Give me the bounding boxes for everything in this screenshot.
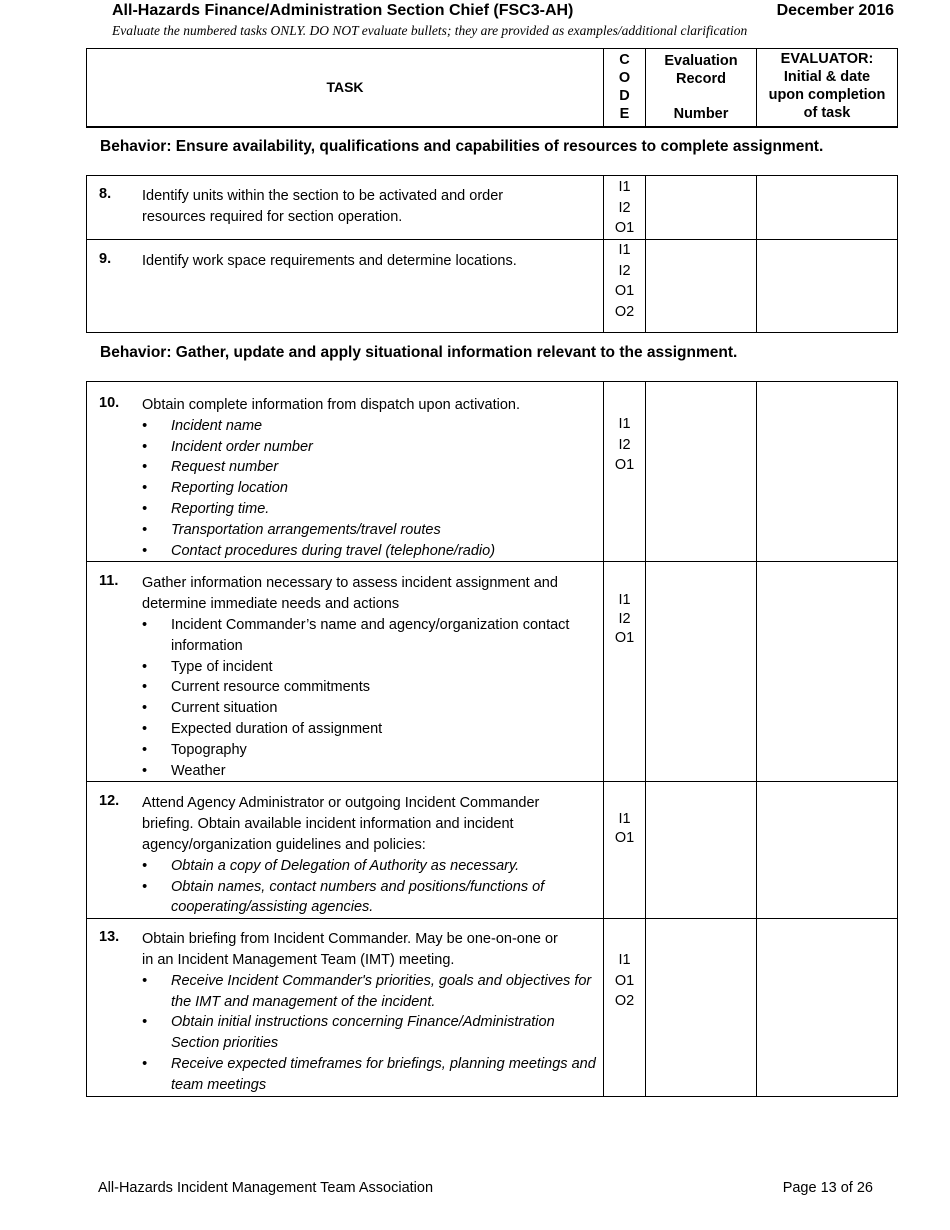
task-number: 11.: [99, 573, 119, 590]
document-title: All-Hazards Finance/Administration Section Chief (FSC3-AH): [112, 2, 574, 19]
evaluator-initial-cell[interactable]: [757, 240, 898, 333]
bullet-item: • Contact procedures during travel (telephone/radio): [142, 541, 599, 562]
task-codes: [604, 176, 646, 240]
bullet-list: [142, 856, 599, 918]
code-letter: E: [619, 106, 630, 122]
code: O2: [614, 303, 635, 320]
task-text-line: agency/organization guidelines and policies:: [142, 836, 426, 853]
code: O1: [614, 972, 635, 989]
evaluator-header-line: upon completion: [768, 87, 886, 103]
bullet-item: • Topography: [142, 740, 599, 761]
evaluator-initial-cell[interactable]: [757, 782, 898, 919]
evaluator-initial-cell[interactable]: [757, 176, 898, 240]
code-letter: D: [619, 88, 630, 104]
task-codes: [604, 562, 646, 782]
code: I2: [618, 199, 631, 216]
evaluation-record-cell[interactable]: [646, 176, 757, 240]
bullet-item: • Obtain names, contact numbers and positions/functions of cooperating/assisting agencies.: [142, 877, 599, 919]
bullet-item: • Incident name: [142, 416, 599, 437]
code-letter: O: [618, 70, 631, 86]
task-text-line: Identify work space requirements and determine locations.: [142, 253, 517, 269]
evaluation-record-column-header: [646, 49, 757, 127]
task-row: [87, 562, 898, 782]
task-text-line: Obtain complete information from dispatch upon activation.: [142, 397, 521, 413]
task-row: [87, 919, 898, 1096]
task-row: [87, 782, 898, 919]
code: I1: [618, 242, 631, 258]
task-number: 12.: [99, 793, 120, 810]
bullet-item: • Obtain a copy of Delegation of Authority as necessary.: [142, 856, 599, 877]
bullet-item: • Incident order number: [142, 437, 599, 458]
task-description: [87, 919, 604, 1096]
task-number: 8.: [99, 186, 112, 202]
evaluation-record-cell[interactable]: [646, 562, 757, 782]
evaluator-column-header: [757, 49, 898, 127]
bullet-item: • Weather: [142, 761, 599, 782]
bullet-item: • Obtain initial instructions concerning Finance/Administration Section priorities: [142, 1012, 599, 1054]
code: O1: [614, 457, 635, 473]
evaluator-initial-cell[interactable]: [757, 562, 898, 782]
bullet-item: • Current situation: [142, 698, 599, 719]
task-text-line: Attend Agency Administrator or outgoing Incident Commander: [142, 795, 540, 812]
task-number: 10.: [99, 395, 120, 411]
task-number: 9.: [99, 251, 112, 267]
code: O1: [614, 630, 635, 647]
task-number: 13.: [99, 929, 120, 946]
bullet-item: • Receive expected timeframes for briefings, planning meetings and team meetings: [142, 1054, 599, 1096]
evaluator-header-line: of task: [803, 105, 851, 121]
bullet-item: • Request number: [142, 457, 599, 478]
bullet-list: [142, 416, 599, 562]
task-description: [87, 782, 604, 919]
task-description: [87, 562, 604, 782]
task-description: [87, 176, 604, 240]
evaluation-record-cell[interactable]: [646, 240, 757, 333]
task-table: [86, 175, 898, 333]
evaluation-record-cell[interactable]: [646, 382, 757, 562]
task-description: [87, 382, 604, 562]
task-row: [87, 176, 898, 240]
code: I1: [618, 811, 631, 828]
code: I1: [618, 179, 631, 195]
task-codes: [604, 919, 646, 1096]
bullet-item: • Expected duration of assignment: [142, 719, 599, 740]
code-letter: C: [619, 52, 630, 68]
evaluator-header-line: EVALUATOR:: [780, 51, 874, 67]
evaluator-initial-cell[interactable]: [757, 919, 898, 1096]
task-codes: [604, 782, 646, 919]
task-text-line: Gather information necessary to assess incident assignment and: [142, 575, 558, 592]
task-row: [87, 240, 898, 333]
bullet-item: • Current resource commitments: [142, 677, 599, 698]
eval-header-line: Number: [673, 106, 729, 122]
bullet-item: • Reporting time.: [142, 499, 599, 520]
evaluation-record-cell[interactable]: [646, 919, 757, 1096]
task-description: [87, 240, 604, 333]
behavior-heading: Behavior: Ensure availability, qualifications and capabilities of resources to complete assignment.: [100, 138, 824, 155]
bullet-item: • Incident Commander’s name and agency/organization contact information: [142, 615, 599, 657]
task-codes: [604, 382, 646, 562]
evaluation-record-cell[interactable]: [646, 782, 757, 919]
bullet-list: [142, 615, 599, 781]
bullet-item: • Receive Incident Commander's priorities, goals and objectives for the IMT and management of the incident.: [142, 971, 599, 1013]
eval-header-line: Evaluation: [664, 53, 738, 69]
document-date: December 2016: [776, 2, 894, 19]
bullet-item: • Reporting location: [142, 478, 599, 499]
evaluator-header-line: Initial & date: [783, 69, 871, 85]
task-codes: [604, 240, 646, 333]
evaluator-initial-cell[interactable]: [757, 382, 898, 562]
behavior-heading: Behavior: Gather, update and apply situational information relevant to the assignment.: [100, 344, 738, 361]
footer-organization: All-Hazards Incident Management Team Association: [98, 1180, 434, 1196]
task-text-line: in an Incident Management Team (IMT) meeting.: [142, 951, 455, 968]
code: O2: [614, 993, 635, 1010]
code: I2: [618, 436, 631, 453]
task-text-line: Obtain briefing from Incident Commander. May be one-on-one or: [142, 931, 558, 948]
code: I1: [618, 592, 631, 609]
task-text-line: briefing. Obtain available incident information and incident: [142, 816, 514, 833]
column-header-table: [86, 48, 898, 128]
eval-header-line: Record: [676, 71, 726, 87]
bullet-list: [142, 971, 599, 1096]
code: O1: [614, 830, 635, 847]
task-text-line: resources required for section operation.: [142, 208, 403, 225]
code: I1: [618, 416, 631, 432]
code: I2: [618, 611, 631, 628]
page-number: Page 13 of 26: [782, 1180, 873, 1196]
code: O1: [614, 283, 635, 299]
code-column-header: [604, 49, 646, 127]
task-table: [86, 381, 898, 1097]
task-text-line: Identify units within the section to be activated and order: [142, 188, 504, 204]
code: O1: [614, 220, 635, 236]
task-column-header: TASK: [87, 49, 604, 127]
task-text-line: determine immediate needs and actions: [142, 596, 400, 613]
task-row: [87, 382, 898, 562]
evaluation-instruction: Evaluate the numbered tasks ONLY. DO NOT evaluate bullets; they are provided as examples/additional clarification: [112, 23, 748, 38]
code: I2: [618, 262, 631, 279]
code: I1: [618, 952, 631, 969]
bullet-item: • Type of incident: [142, 657, 599, 678]
bullet-item: • Transportation arrangements/travel routes: [142, 520, 599, 541]
